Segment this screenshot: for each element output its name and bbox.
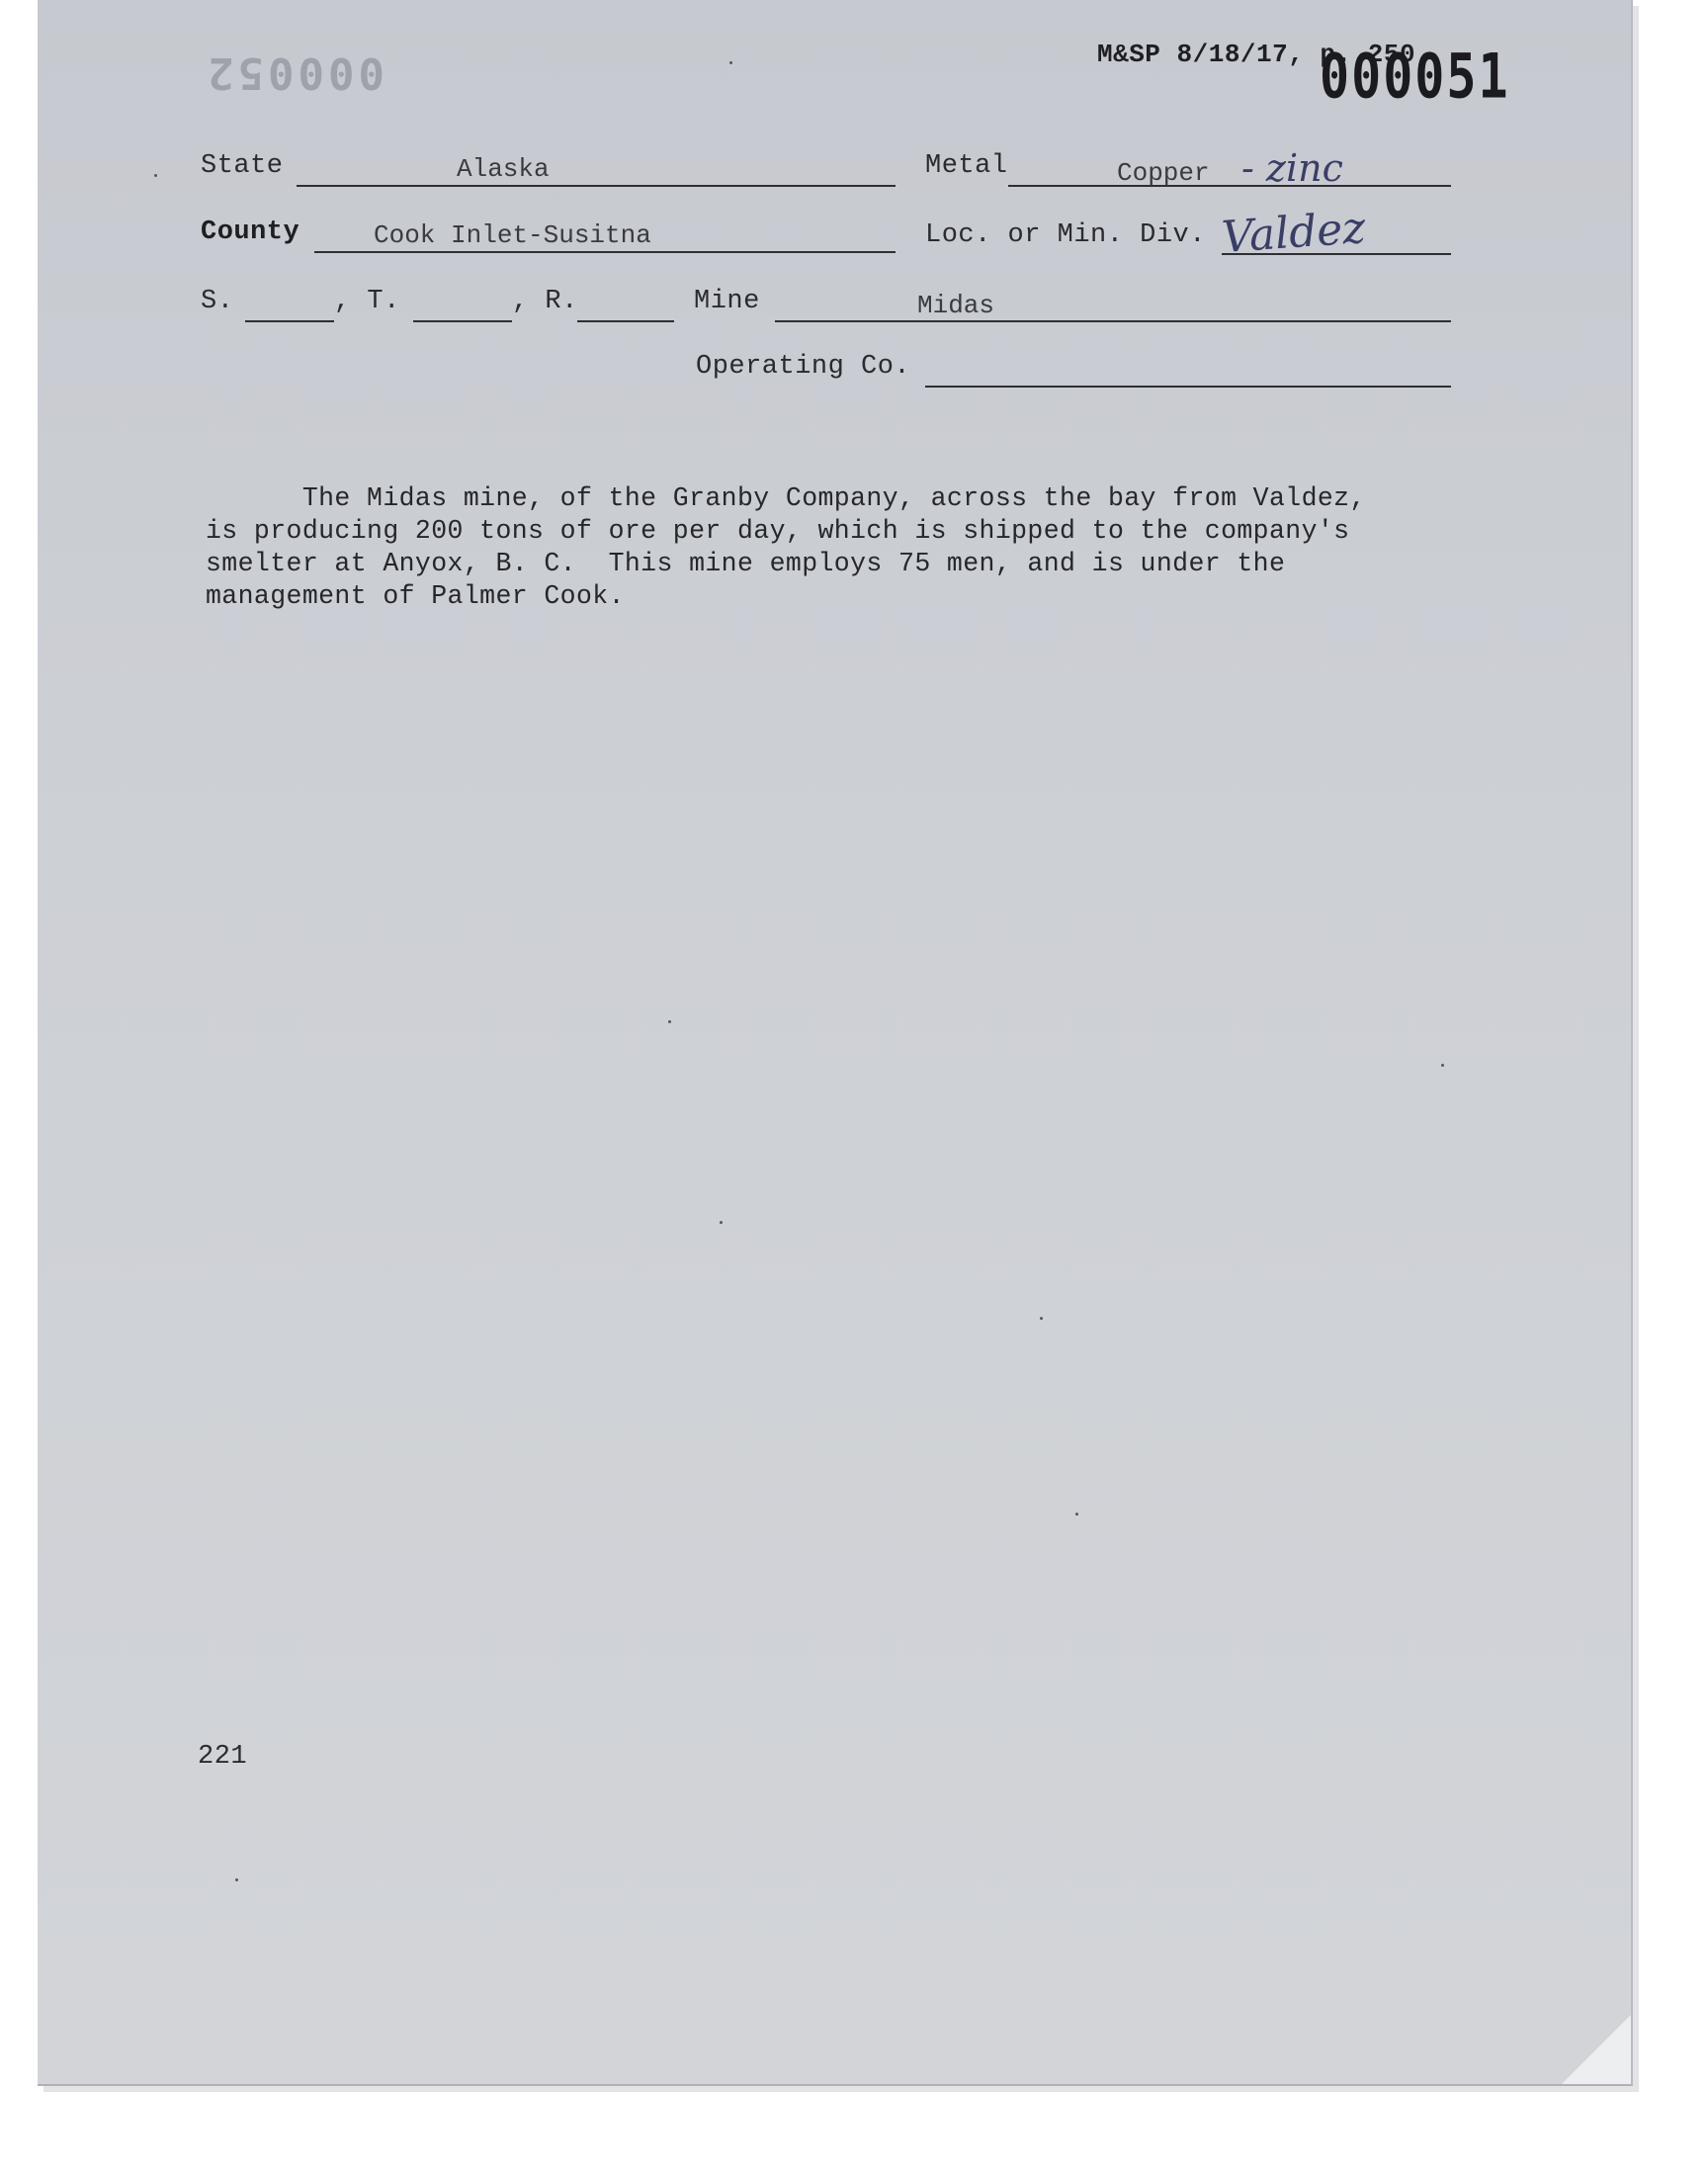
metal-handwritten-note: - zinc — [1241, 146, 1343, 190]
source-reference: M&SP 8/18/17, p. 250 — [1097, 40, 1416, 69]
county-label: County — [201, 218, 300, 247]
section-label: S. — [201, 287, 234, 316]
metal-label: Metal — [925, 151, 1008, 181]
scan-speck — [1040, 1317, 1043, 1320]
scan-speck — [1075, 1513, 1078, 1516]
document-page — [38, 0, 1633, 2086]
scan-speck — [235, 1878, 238, 1881]
body-paragraph — [206, 482, 1431, 613]
page-number: 221 — [198, 1742, 248, 1772]
paragraph-line: management of Palmer Cook. — [206, 581, 625, 611]
township-label: , T. — [334, 287, 400, 316]
operating-company-label: Operating Co. — [696, 352, 911, 382]
metal-line — [1008, 185, 1451, 187]
paragraph-line: smelter at Anyox, B. C. This mine employs 75 men, and is under the — [206, 549, 1286, 578]
mine-value: Midas — [917, 291, 995, 320]
scan-speck — [729, 61, 732, 64]
section-line — [245, 320, 334, 322]
mirrored-stamp-number: 000052 — [204, 47, 384, 98]
metal-value: Copper — [1117, 158, 1210, 188]
paragraph-line: is producing 200 tons of ore per day, which is shipped to the company's — [206, 516, 1350, 546]
scan-speck — [154, 174, 157, 177]
township-line — [413, 320, 512, 322]
loc-label: Loc. or Min. Div. — [925, 220, 1206, 250]
range-label: , R. — [512, 287, 578, 316]
stamp-number: 000051 — [1320, 40, 1510, 113]
scan-speck — [1441, 1064, 1444, 1067]
state-value: Alaska — [457, 154, 550, 184]
scan-speck — [720, 1221, 723, 1224]
range-line — [577, 320, 674, 322]
county-value: Cook Inlet-Susitna — [374, 220, 651, 250]
county-line — [314, 251, 896, 253]
operating-company-line — [925, 386, 1451, 388]
mine-line — [775, 320, 1451, 322]
folded-corner — [1562, 2015, 1631, 2084]
scan-speck — [668, 1020, 671, 1023]
state-line — [297, 185, 896, 187]
loc-handwritten-value: Valdez — [1220, 202, 1368, 264]
mine-label: Mine — [694, 287, 760, 316]
state-label: State — [201, 151, 284, 181]
paragraph-line: The Midas mine, of the Granby Company, across the bay from Valdez, — [206, 483, 1366, 513]
